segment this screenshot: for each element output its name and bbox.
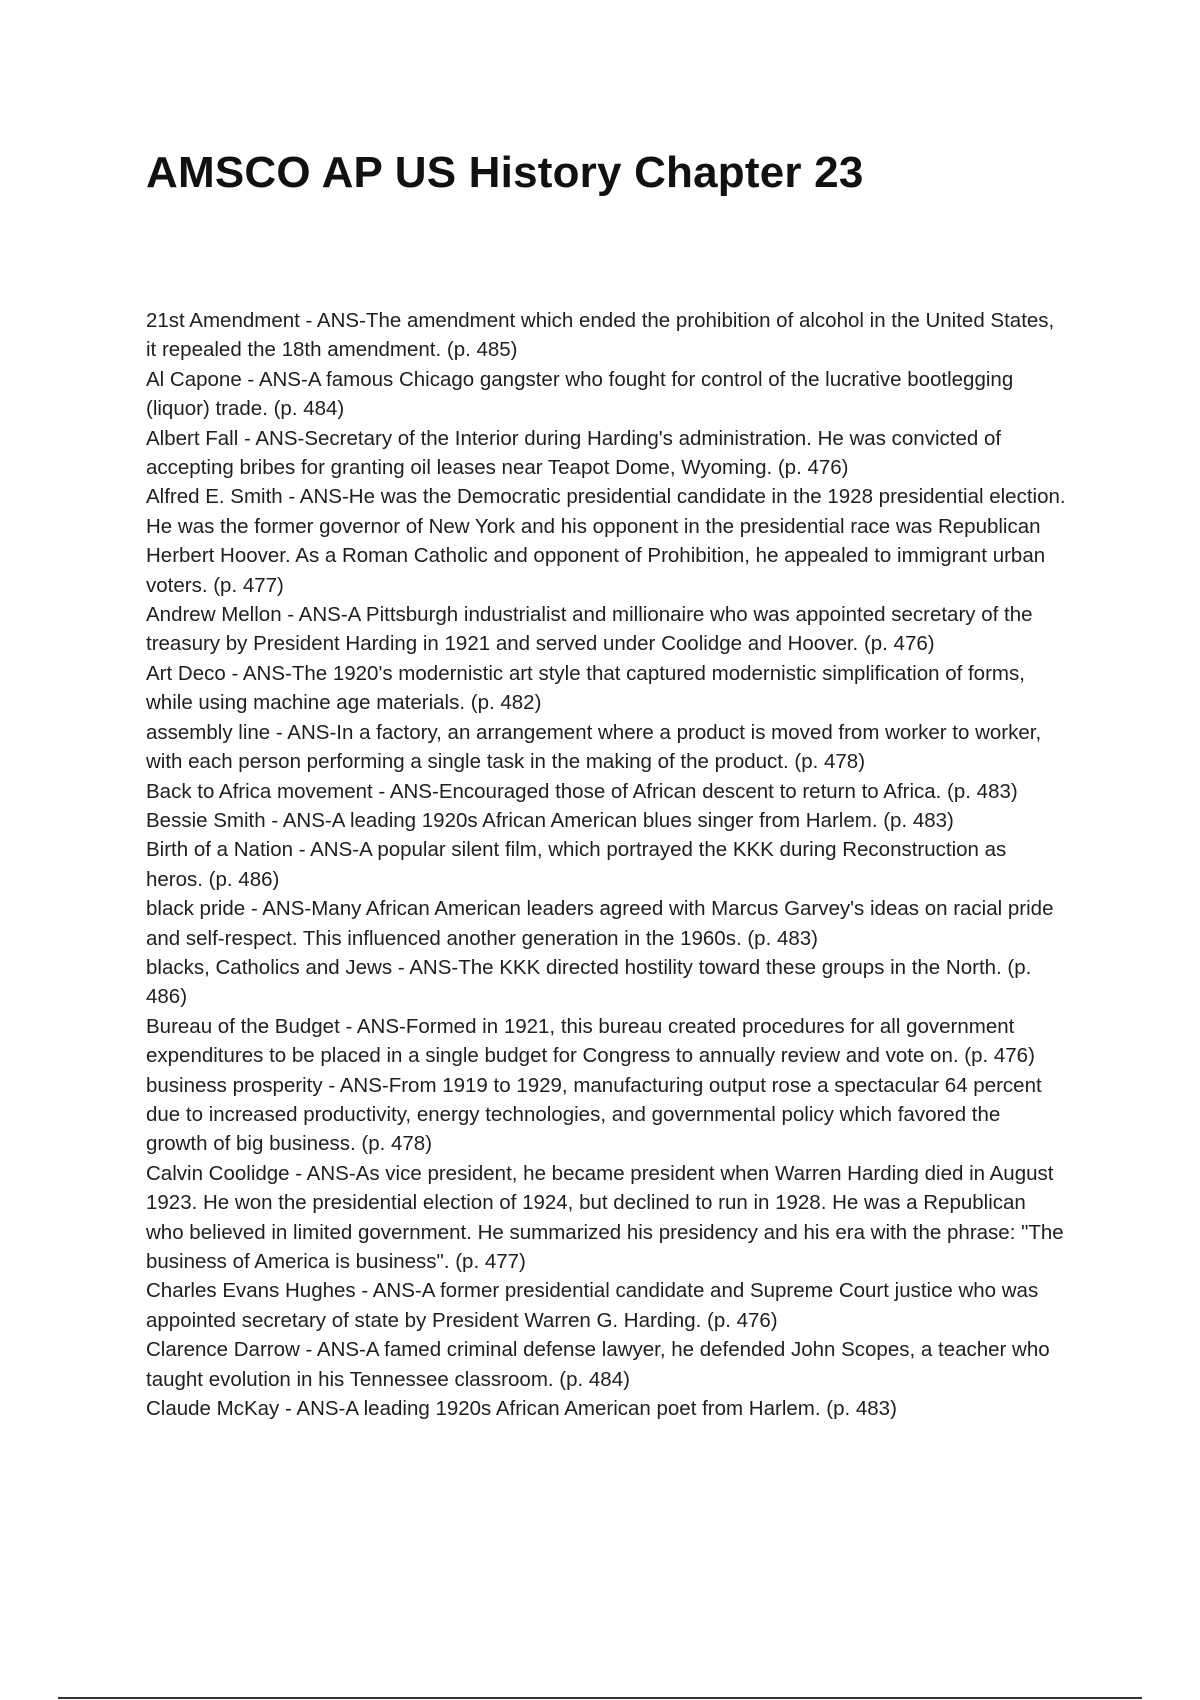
entry-separator: - ANS- xyxy=(355,1279,422,1303)
entry-separator: - ANS- xyxy=(241,367,308,391)
glossary-entry xyxy=(146,424,1066,483)
entry-definition: A former presidential candidate and Supreme Court justice who was appointed secretary of state by President Warren G. Harding. (p. 476) xyxy=(146,1279,1039,1332)
entry-definition: Encouraged those of African descent to return to Africa. (p. 483) xyxy=(438,779,1018,803)
entry-separator: - ANS- xyxy=(339,1014,406,1038)
entry-definition: A leading 1920s African American blues singer from Harlem. (p. 483) xyxy=(331,808,954,832)
entry-definition: A famous Chicago gangster who fought for control of the lucrative bootlegging (liquor) trade. (p. 484) xyxy=(146,367,1014,421)
entry-separator: - ANS- xyxy=(322,1073,389,1097)
entry-separator: - ANS- xyxy=(225,661,292,685)
glossary-entry xyxy=(146,953,1066,1012)
entry-definition: He was the Democratic presidential candidate in the 1928 presidential election. He was the former governor of New York and his opponent in the presidential race was Republican Herbert Hoover. As a Roman Catholic and opponent of Prohibition, he appealed to immigrant urban voters. (p. 477) xyxy=(146,485,1066,597)
entry-term: assembly line xyxy=(146,720,271,744)
glossary-entry xyxy=(146,718,1066,777)
entry-definition: The amendment which ended the prohibition of alcohol in the United States, it repealed the 18th amendment. (p. 485) xyxy=(146,309,1055,362)
entry-separator: - ANS- xyxy=(299,1338,366,1362)
glossary-entry xyxy=(146,306,1066,365)
glossary-entry xyxy=(146,600,1066,659)
entry-definition: A leading 1920s African American poet from Harlem. (p. 483) xyxy=(345,1397,897,1421)
glossary-entry xyxy=(146,1071,1066,1159)
entry-separator: - ANS- xyxy=(282,485,349,509)
glossary-entry xyxy=(146,1012,1066,1071)
glossary-entry xyxy=(146,777,1066,806)
entry-separator: - ANS- xyxy=(279,1397,346,1421)
glossary-list xyxy=(146,306,1066,1423)
entry-definition: A Pittsburgh industrialist and millionaire who was appointed secretary of the treasury by President Harding in 1921 and served under Coolidge and Hoover. (p. 476) xyxy=(146,603,1033,656)
glossary-entry xyxy=(146,835,1066,894)
entry-term: Bureau of the Budget xyxy=(146,1014,340,1038)
entry-term: Alfred E. Smith xyxy=(146,485,283,509)
entry-term: 21st Amendment xyxy=(146,309,300,332)
entry-separator: - ANS- xyxy=(392,955,459,979)
entry-definition: In a factory, an arrangement where a product is moved from worker to worker, with each person performing a single task in the making of the product. (p. 478) xyxy=(146,720,1042,774)
entry-definition: The 1920's modernistic art style that captured modernistic simplification of forms, while using machine age materials. (p. 482) xyxy=(146,661,1025,715)
entry-definition: As vice president, he became president when Warren Harding died in August 1923. He won the presidential election of 1924, but declined to run in 1928. He was a Republican who believed in limited government. He summarized his presidency and his era with the phrase: "The business of America is business". (p. 477) xyxy=(146,1161,1064,1273)
entry-separator: - ANS- xyxy=(265,808,332,832)
page-bottom-divider xyxy=(58,1697,1142,1699)
entry-separator: - ANS- xyxy=(245,897,312,921)
entry-separator: - ANS- xyxy=(372,779,439,803)
glossary-entry xyxy=(146,894,1066,953)
entry-definition: Many African American leaders agreed with Marcus Garvey's ideas on racial pride and self-respect. This influenced another generation in the 1960s. (p. 483) xyxy=(146,897,1054,950)
glossary-entry xyxy=(146,1276,1066,1335)
entry-separator: - ANS- xyxy=(270,720,337,744)
entry-definition: The KKK directed hostility toward these groups in the North. (p. 486) xyxy=(146,955,1032,1009)
entry-separator: - ANS- xyxy=(281,603,348,627)
glossary-entry xyxy=(146,1394,1066,1423)
entry-term: Bessie Smith xyxy=(146,808,266,832)
entry-separator: - ANS- xyxy=(293,838,360,862)
entry-term: Albert Fall xyxy=(146,426,239,450)
entry-term: business prosperity xyxy=(146,1073,323,1097)
entry-term: Clarence Darrow xyxy=(146,1338,300,1362)
glossary-entry xyxy=(146,659,1066,718)
entry-term: Back to Africa movement xyxy=(146,779,373,803)
entry-term: Al Capone xyxy=(146,367,242,391)
glossary-entry xyxy=(146,806,1066,835)
glossary-entry xyxy=(146,365,1066,424)
glossary-entry xyxy=(146,1159,1066,1277)
glossary-entry xyxy=(146,1335,1066,1394)
glossary-entry xyxy=(146,482,1066,600)
entry-definition: A popular silent film, which portrayed the KKK during Reconstruction as heros. (p. 486) xyxy=(146,838,1007,891)
entry-definition: Secretary of the Interior during Harding's administration. He was convicted of accepting bribes for granting oil leases near Teapot Dome, Wyoming. (p. 476) xyxy=(146,426,1002,480)
entry-definition: From 1919 to 1929, manufacturing output rose a spectacular 64 percent due to increased productivity, energy technologies, and governmental policy which favored the growth of big business. (p. 478) xyxy=(146,1073,1042,1156)
entry-separator: - ANS- xyxy=(238,426,305,450)
entry-term: black pride xyxy=(146,897,246,921)
entry-term: Art Deco xyxy=(146,661,226,685)
entry-term: Charles Evans Hughes xyxy=(146,1279,356,1303)
entry-term: Calvin Coolidge xyxy=(146,1161,290,1185)
page-title: AMSCO AP US History Chapter 23 xyxy=(146,148,864,197)
entry-term: Birth of a Nation xyxy=(146,838,293,862)
entry-definition: A famed criminal defense lawyer, he defended John Scopes, a teacher who taught evolution in his Tennessee classroom. (p. 484) xyxy=(146,1338,1050,1391)
entry-term: blacks, Catholics and Jews xyxy=(146,955,393,979)
entry-separator: - ANS- xyxy=(289,1161,356,1185)
entry-definition: Formed in 1921, this bureau created procedures for all government expenditures to be placed in a single budget for Congress to annually review and vote on. (p. 476) xyxy=(146,1014,1035,1068)
entry-term: Andrew Mellon xyxy=(146,603,282,627)
entry-separator: - ANS- xyxy=(299,309,366,332)
entry-term: Claude McKay xyxy=(146,1397,280,1421)
